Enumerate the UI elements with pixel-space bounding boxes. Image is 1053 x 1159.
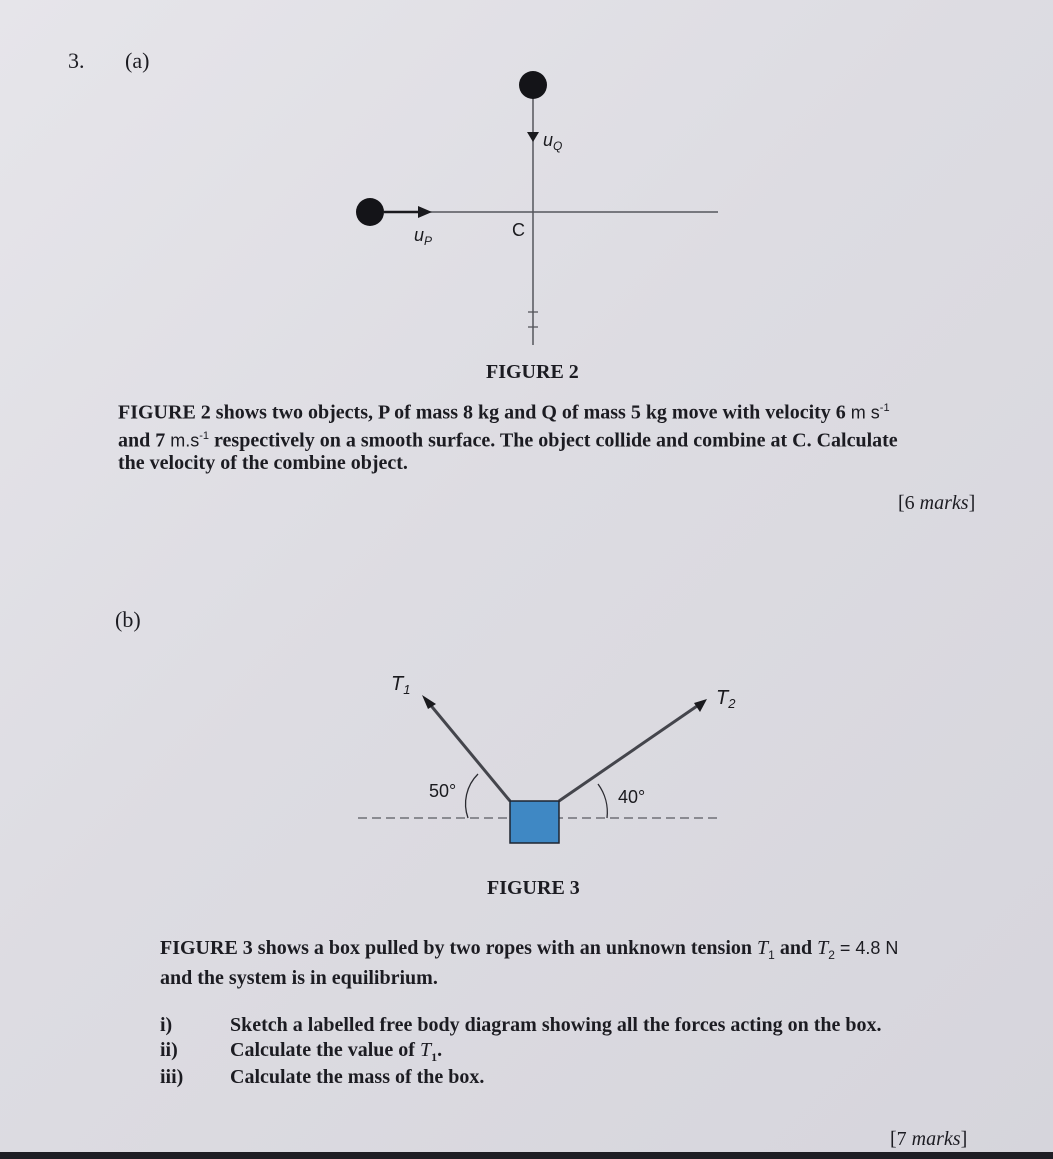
angle-arc-50 (466, 774, 478, 818)
label-angle-50: 50° (429, 781, 457, 801)
part-a-marks: [6 marks] (898, 492, 976, 514)
part-b-label: (b) (115, 607, 141, 632)
part-b-marks: [7 marks] (890, 1128, 968, 1150)
list-item: ii) Calculate the value of $T_1$. (160, 1039, 443, 1064)
label-u-q: $u_Q$ (543, 130, 563, 153)
list-item: i) Sketch a labelled free body diagram showing all the forces acting on the box. (160, 1014, 882, 1036)
list-item: iii) Calculate the mass of the box. (160, 1066, 485, 1088)
figure-2-diagram (340, 60, 740, 350)
arrow-t2 (694, 699, 707, 712)
box (510, 801, 559, 843)
angle-arc-40 (598, 784, 607, 818)
part-a-label: (a) (125, 48, 150, 73)
figure-2-caption: FIGURE 2 (486, 361, 579, 383)
velocity-q-arrow (527, 132, 539, 142)
part-a-text: FIGURE 2 shows two objects, P of mass 8 kg and Q of mass 5 kg move with velocity 6 m $s^{-1}$ and 7 $m.s^{-1}$ respectively on a smooth surface. The object collide and combine at C. Calculate the velocity of the combine object. (118, 401, 898, 475)
label-c: C (512, 220, 525, 240)
label-t1: $T_1$ (391, 673, 411, 697)
label-u-p: $u_P$ (414, 225, 433, 248)
question-number: 3. (68, 48, 85, 73)
label-t2: $T_2$ (716, 687, 736, 711)
velocity-p-arrow (418, 206, 432, 218)
part-b-text: FIGURE 3 shows a box pulled by two ropes with an unknown tension $T_1$ and $T_2 = 4.8$ N and the system is in equilibrium. (160, 937, 899, 989)
bottom-edge (0, 1152, 1053, 1159)
object-q (519, 71, 547, 99)
figure-3-caption: FIGURE 3 (487, 877, 580, 899)
figure-3-diagram (350, 660, 740, 860)
object-p (356, 198, 384, 226)
label-angle-40: 40° (618, 787, 646, 807)
